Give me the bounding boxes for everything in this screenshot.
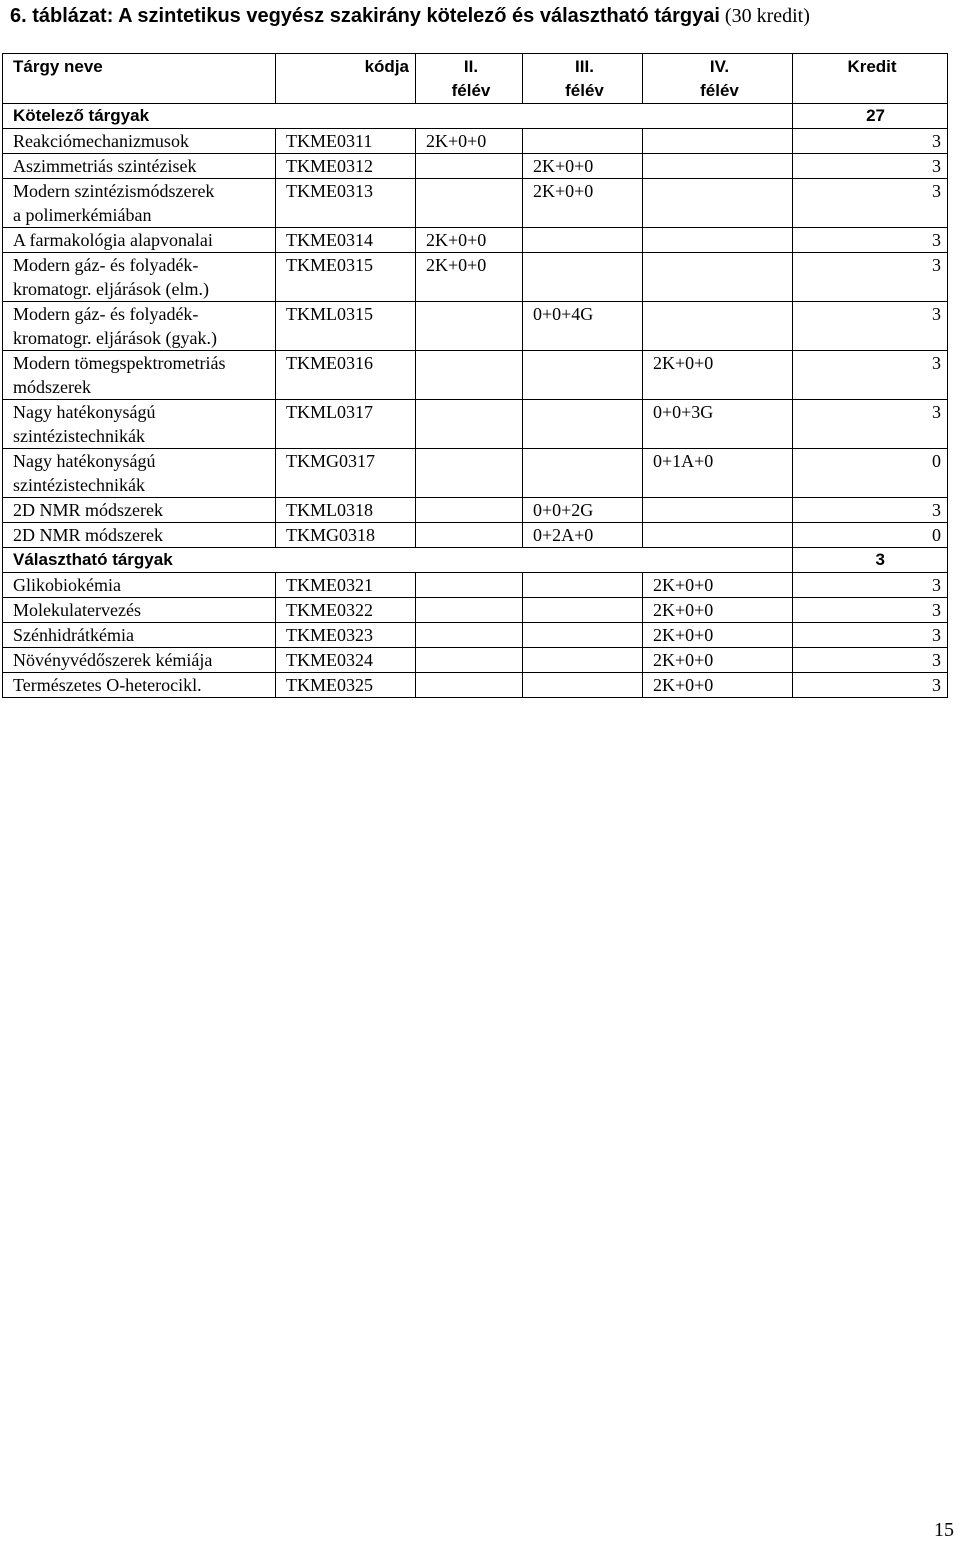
semester-3-hours xyxy=(523,598,643,623)
section-title: Kötelező tárgyak xyxy=(3,104,793,129)
semester-3-hours xyxy=(523,228,643,253)
semester-2-hours xyxy=(416,648,523,673)
semester-2-hours xyxy=(416,523,523,548)
page-number: 15 xyxy=(934,1519,954,1541)
subject-credit: 3 xyxy=(793,648,948,673)
semester-4-hours xyxy=(643,302,793,351)
semester-3-hours: 0+0+4G xyxy=(523,302,643,351)
subject-code: TKME0315 xyxy=(276,253,416,302)
subject-credit: 3 xyxy=(793,302,948,351)
section-credit: 3 xyxy=(793,548,948,573)
subject-credit: 3 xyxy=(793,129,948,154)
semester-3-hours xyxy=(523,573,643,598)
semester-4-hours: 2K+0+0 xyxy=(643,648,793,673)
subject-name xyxy=(3,154,276,179)
table-row xyxy=(3,228,948,253)
table-row xyxy=(3,179,948,228)
semester-2-hours xyxy=(416,302,523,351)
table-row xyxy=(3,598,948,623)
subject-name-line-1: Reakciómechanizmusok xyxy=(13,131,189,151)
semester-3-hours xyxy=(523,623,643,648)
section-credit: 27 xyxy=(793,104,948,129)
subject-name xyxy=(3,253,276,302)
header-semester-3-number: III. xyxy=(575,57,594,76)
header-semester-2-label: félév xyxy=(451,81,491,100)
table-row xyxy=(3,351,948,400)
caption-title: 6. táblázat: A szintetikus vegyész szakirány kötelező és választható tárgyai xyxy=(10,5,720,27)
subject-name-line-2: szintézistechnikák xyxy=(13,426,145,446)
subject-credit: 3 xyxy=(793,179,948,228)
semester-3-hours: 2K+0+0 xyxy=(523,179,643,228)
subject-name-line-1: Modern szintézismódszerek xyxy=(13,181,215,201)
table-row xyxy=(3,623,948,648)
table-row xyxy=(3,498,948,523)
subject-credit: 3 xyxy=(793,623,948,648)
semester-3-hours: 0+0+2G xyxy=(523,498,643,523)
table-row xyxy=(3,449,948,498)
subject-name-line-1: 2D NMR módszerek xyxy=(13,525,163,545)
subject-name-line-1: Növényvédőszerek kémiája xyxy=(13,650,213,670)
semester-3-hours: 0+2A+0 xyxy=(523,523,643,548)
semester-2-hours xyxy=(416,154,523,179)
subject-name-line-2: a polimerkémiában xyxy=(13,205,152,225)
table-caption xyxy=(10,2,810,30)
subject-name-line-1: Nagy hatékonyságú xyxy=(13,451,156,471)
subject-name xyxy=(3,648,276,673)
header-semester-4-number: IV. xyxy=(709,57,730,76)
semester-3-hours xyxy=(523,648,643,673)
semester-2-hours: 2K+0+0 xyxy=(416,253,523,302)
subject-credit: 3 xyxy=(793,598,948,623)
semester-4-hours xyxy=(643,498,793,523)
subject-code: TKME0321 xyxy=(276,573,416,598)
subject-name-line-1: Modern tömegspektrometriás xyxy=(13,353,226,373)
semester-2-hours xyxy=(416,351,523,400)
subject-code: TKME0312 xyxy=(276,154,416,179)
subject-name-line-1: A farmakológia alapvonalai xyxy=(13,230,213,250)
subject-code: TKML0315 xyxy=(276,302,416,351)
table-body xyxy=(3,104,948,698)
subject-name xyxy=(3,302,276,351)
subject-code: TKME0314 xyxy=(276,228,416,253)
subject-name xyxy=(3,623,276,648)
header-semester-4-label: félév xyxy=(700,81,739,100)
semester-4-hours xyxy=(643,523,793,548)
semester-2-hours xyxy=(416,623,523,648)
subject-credit: 3 xyxy=(793,498,948,523)
semester-3-hours: 2K+0+0 xyxy=(523,154,643,179)
semester-2-hours: 2K+0+0 xyxy=(416,228,523,253)
semester-2-hours xyxy=(416,598,523,623)
subject-name-line-1: 2D NMR módszerek xyxy=(13,500,163,520)
subject-name xyxy=(3,573,276,598)
semester-4-hours xyxy=(643,179,793,228)
subject-credit: 0 xyxy=(793,449,948,498)
subject-name-line-1: Szénhidrátkémia xyxy=(13,625,134,645)
subject-code: TKMG0317 xyxy=(276,449,416,498)
table-row xyxy=(3,129,948,154)
caption-credits: (30 kredit) xyxy=(719,5,810,27)
subject-code: TKME0313 xyxy=(276,179,416,228)
subject-credit: 3 xyxy=(793,673,948,698)
semester-4-hours xyxy=(643,129,793,154)
semester-3-hours xyxy=(523,449,643,498)
subject-name-line-2: kromatogr. eljárások (gyak.) xyxy=(13,328,217,348)
subject-name xyxy=(3,523,276,548)
header-semester-4 xyxy=(643,54,793,104)
subject-name xyxy=(3,129,276,154)
header-row xyxy=(3,54,948,104)
semester-2-hours xyxy=(416,449,523,498)
subject-credit: 3 xyxy=(793,228,948,253)
table-row xyxy=(3,648,948,673)
semester-2-hours xyxy=(416,498,523,523)
subject-name-line-2: módszerek xyxy=(13,377,91,397)
header-semester-3-label: félév xyxy=(565,81,604,100)
header-semester-3 xyxy=(523,54,643,104)
subject-credit: 3 xyxy=(793,573,948,598)
subject-code: TKME0324 xyxy=(276,648,416,673)
subject-name xyxy=(3,179,276,228)
subject-code: TKML0317 xyxy=(276,400,416,449)
table-row xyxy=(3,302,948,351)
table-row xyxy=(3,253,948,302)
subject-name-line-1: Nagy hatékonyságú xyxy=(13,402,156,422)
header-credit: Kredit xyxy=(793,54,948,104)
subject-name xyxy=(3,351,276,400)
table-row xyxy=(3,573,948,598)
subject-code: TKML0318 xyxy=(276,498,416,523)
semester-4-hours: 0+0+3G xyxy=(643,400,793,449)
subject-code: TKME0325 xyxy=(276,673,416,698)
subject-name xyxy=(3,449,276,498)
subject-credit: 3 xyxy=(793,253,948,302)
semester-4-hours xyxy=(643,228,793,253)
semester-3-hours xyxy=(523,351,643,400)
subject-code: TKMG0318 xyxy=(276,523,416,548)
subject-name-line-2: szintézistechnikák xyxy=(13,475,145,495)
subject-name xyxy=(3,598,276,623)
header-subject-name: Tárgy neve xyxy=(3,54,276,104)
semester-3-hours xyxy=(523,400,643,449)
subject-name-line-1: Molekulatervezés xyxy=(13,600,141,620)
subject-name-line-2: kromatogr. eljárások (elm.) xyxy=(13,279,209,299)
subject-credit: 0 xyxy=(793,523,948,548)
semester-4-hours: 2K+0+0 xyxy=(643,351,793,400)
subject-credit: 3 xyxy=(793,351,948,400)
semester-4-hours: 2K+0+0 xyxy=(643,598,793,623)
table-row xyxy=(3,673,948,698)
subject-credit: 3 xyxy=(793,400,948,449)
semester-3-hours xyxy=(523,253,643,302)
semester-3-hours xyxy=(523,673,643,698)
section-row xyxy=(3,548,948,573)
subject-name-line-1: Aszimmetriás szintézisek xyxy=(13,156,197,176)
semester-4-hours xyxy=(643,253,793,302)
section-title: Választható tárgyak xyxy=(3,548,793,573)
semester-4-hours: 2K+0+0 xyxy=(643,623,793,648)
header-semester-2-number: II. xyxy=(463,57,479,76)
subject-code: TKME0311 xyxy=(276,129,416,154)
table-row xyxy=(3,523,948,548)
table-row xyxy=(3,400,948,449)
subject-code: TKME0323 xyxy=(276,623,416,648)
subject-name-line-1: Modern gáz- és folyadék- xyxy=(13,304,199,324)
header-code: kódja xyxy=(276,54,416,104)
semester-2-hours xyxy=(416,179,523,228)
semester-2-hours xyxy=(416,573,523,598)
table-row xyxy=(3,154,948,179)
subject-name-line-1: Modern gáz- és folyadék- xyxy=(13,255,199,275)
semester-2-hours: 2K+0+0 xyxy=(416,129,523,154)
subjects-table xyxy=(2,53,948,698)
semester-4-hours: 2K+0+0 xyxy=(643,573,793,598)
subject-code: TKME0316 xyxy=(276,351,416,400)
semester-2-hours xyxy=(416,673,523,698)
subject-name-line-1: Természetes O-heterocikl. xyxy=(13,675,202,695)
subject-name xyxy=(3,673,276,698)
subject-credit: 3 xyxy=(793,154,948,179)
subject-name-line-1: Glikobiokémia xyxy=(13,575,121,595)
subject-name xyxy=(3,228,276,253)
header-semester-2 xyxy=(416,54,523,104)
semester-4-hours xyxy=(643,154,793,179)
semester-3-hours xyxy=(523,129,643,154)
semester-4-hours: 2K+0+0 xyxy=(643,673,793,698)
semester-2-hours xyxy=(416,400,523,449)
subject-name xyxy=(3,400,276,449)
semester-4-hours: 0+1A+0 xyxy=(643,449,793,498)
section-row xyxy=(3,104,948,129)
subject-name xyxy=(3,498,276,523)
subject-code: TKME0322 xyxy=(276,598,416,623)
